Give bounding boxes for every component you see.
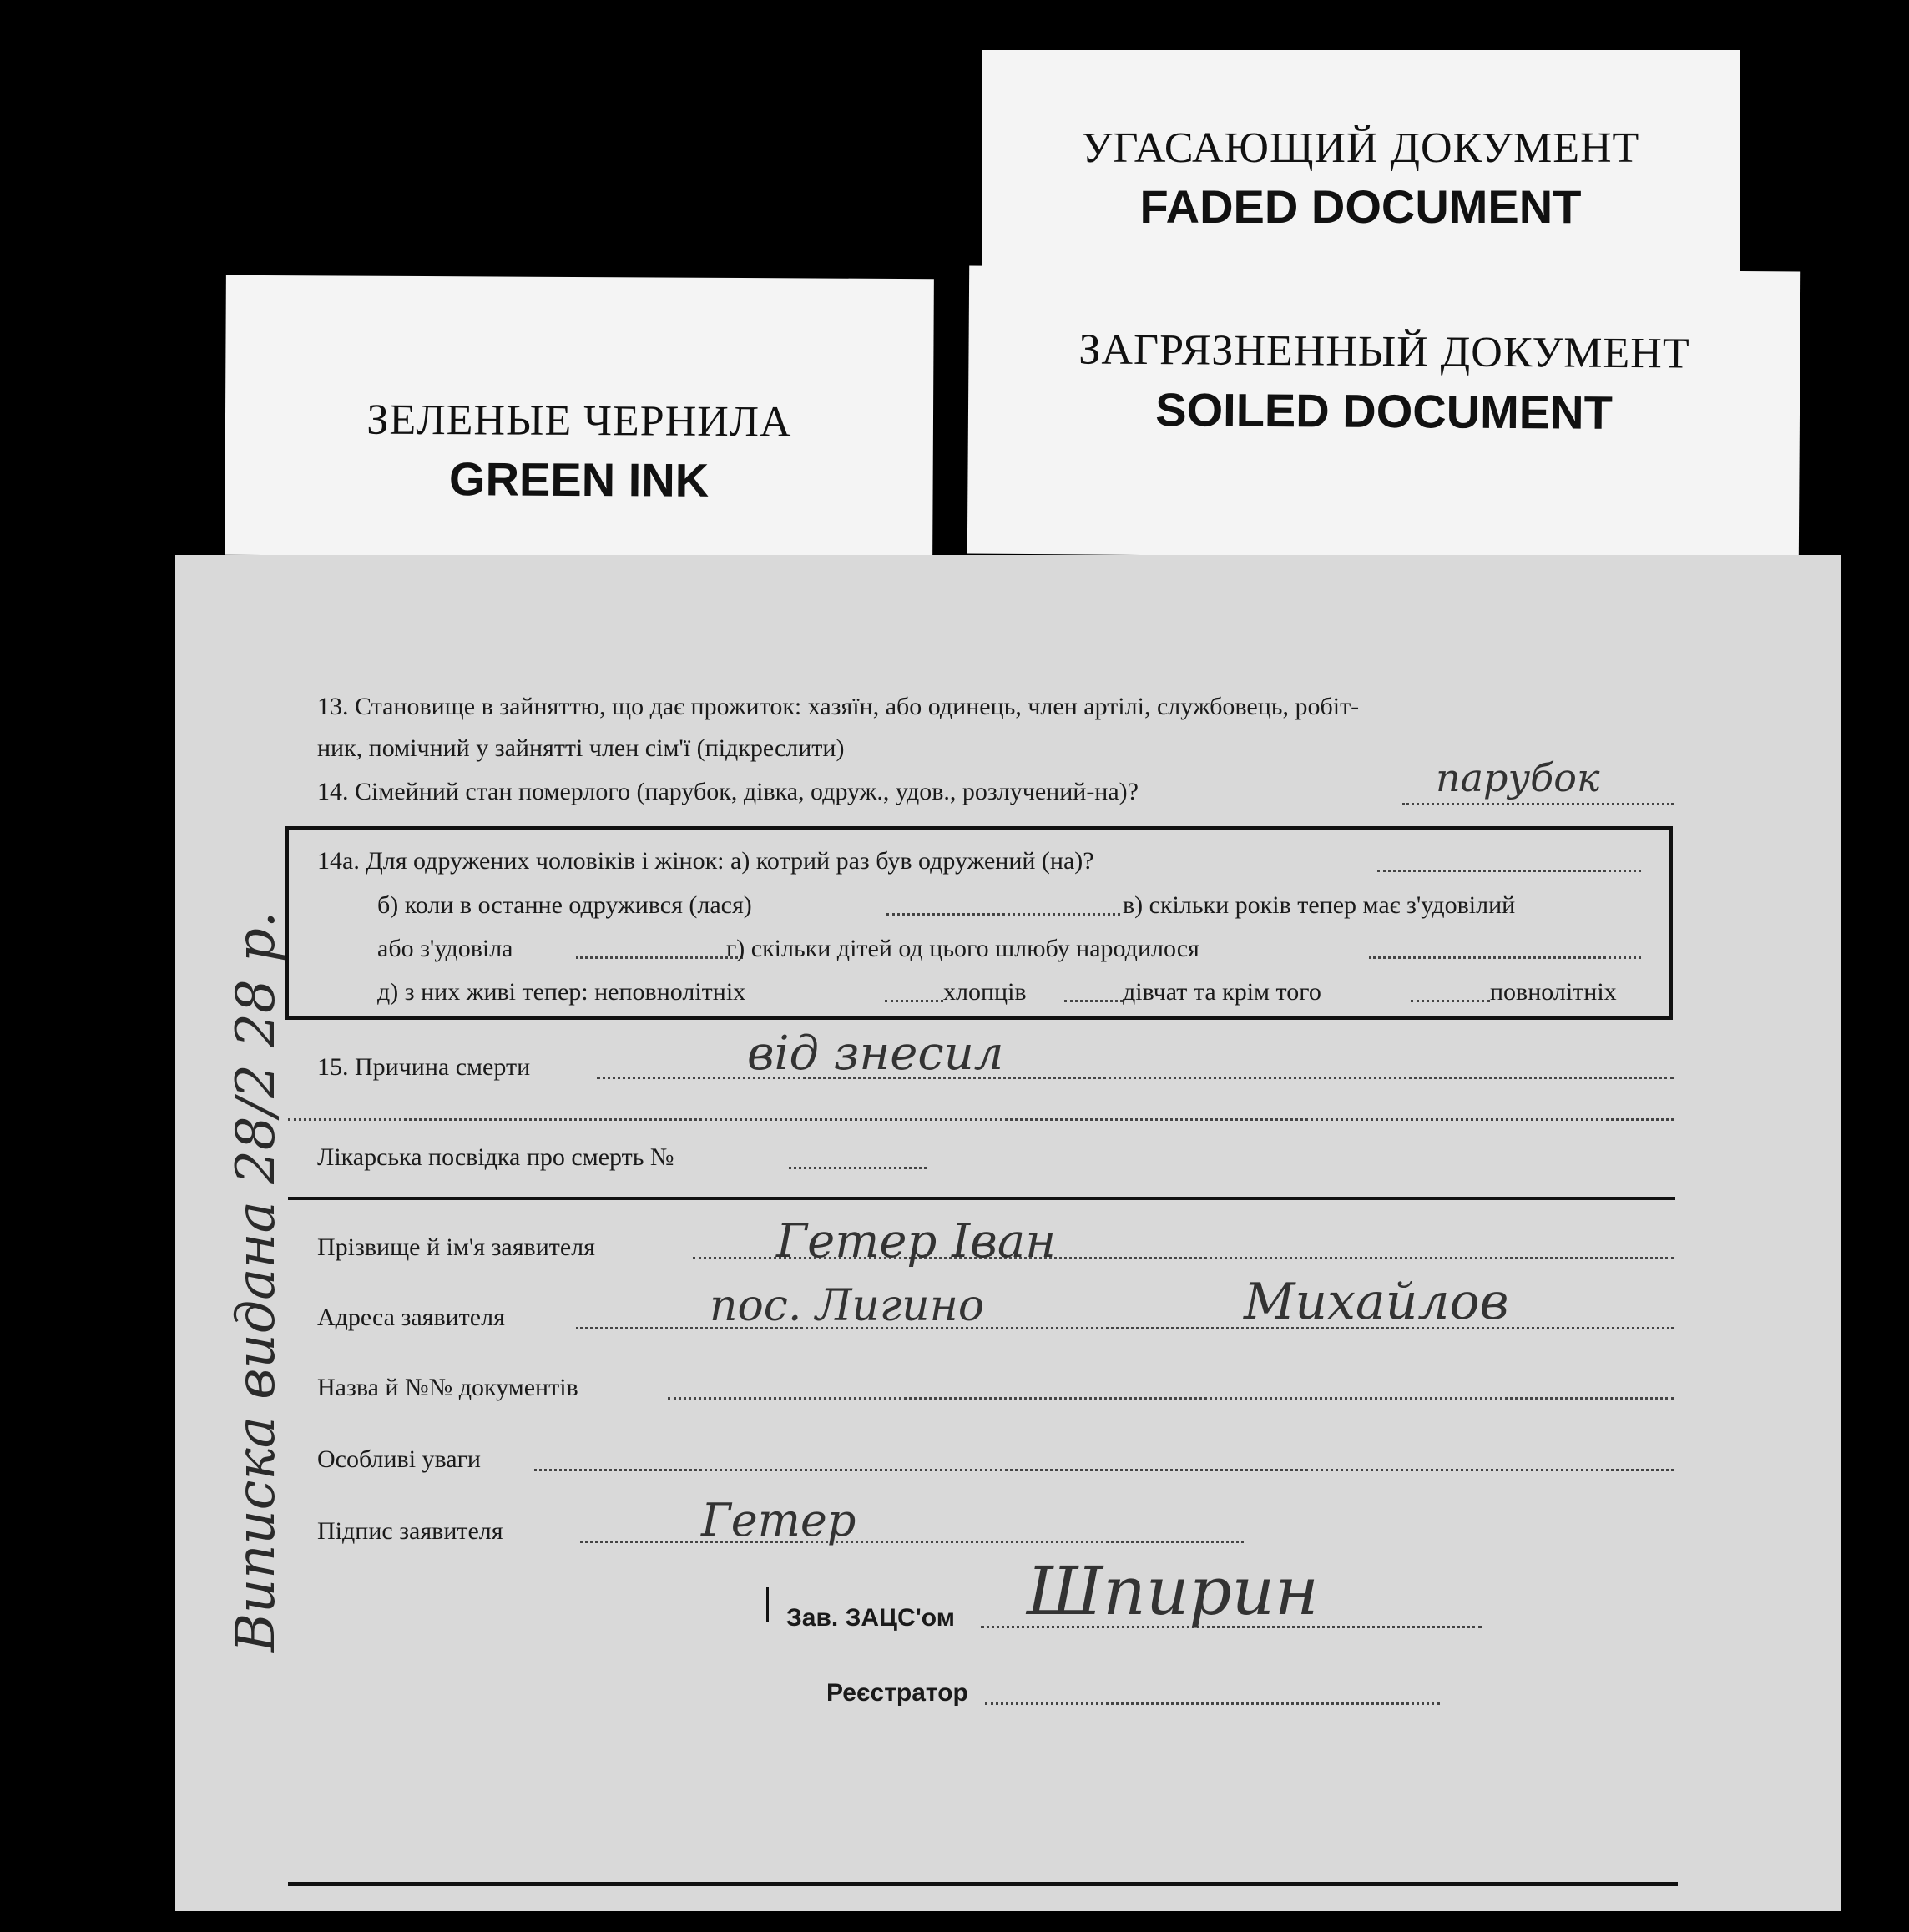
applicant-name-handwriting: Гетер Іван xyxy=(776,1214,1057,1269)
registrar-tick-mark xyxy=(766,1587,769,1622)
applicant-address-handwriting: пос. Лигино xyxy=(710,1281,985,1331)
item-14a-b: б) коли в останне одружився (лася) xyxy=(377,891,752,919)
item-14a-g: г) скільки дітей од цього шлюбу народилося xyxy=(726,935,1199,962)
item-14a-d: д) з них живі тепер: неповнолітніх xyxy=(377,978,746,1006)
item-14a-line-1: 14а. Для одружених чоловіків і жінок: а) котрий раз був одружений (на)? xyxy=(317,847,1094,875)
marital-status-handwriting: парубок xyxy=(1436,755,1600,800)
soiled-document-label xyxy=(967,266,1800,560)
item-15-extra-line xyxy=(288,1118,1674,1121)
item-13-line-1: 13. Становище в зайняттю, що дає прожиток: хазяїн, або одинець, член артілі, службовець, робіт- xyxy=(317,693,1360,720)
applicant-signature-field xyxy=(580,1541,1244,1543)
item-14a-d-field xyxy=(885,1000,943,1002)
applicant-address-handwriting-2: Михайлов xyxy=(1244,1273,1509,1331)
section-divider xyxy=(288,1197,1675,1200)
faded-document-label xyxy=(982,50,1740,275)
item-14a-b-field xyxy=(886,913,1120,916)
cause-of-death-handwriting: від знесил xyxy=(747,1027,1004,1081)
item-15-label: 15. Причина смерти xyxy=(317,1053,531,1081)
head-of-registry-label: Зав. ЗАЦС'ом xyxy=(786,1604,955,1632)
item-14a-boys-field xyxy=(1064,1000,1123,1002)
medical-certificate-label: Лікарська посвідка про смерть № xyxy=(317,1143,674,1171)
remarks-label: Особливі уваги xyxy=(317,1445,481,1473)
item-13-line-2: ник, помічний у зайнятті член сім'ї (підкреслити) xyxy=(317,734,845,762)
item-14a-girls-field xyxy=(1411,1000,1490,1002)
registrar-label: Реєстратор xyxy=(826,1679,968,1707)
item-14-line xyxy=(1402,803,1674,805)
applicant-name-label: Прізвище й ім'я заявителя xyxy=(317,1233,595,1261)
item-14a-adults: повнолітніх xyxy=(1490,978,1617,1006)
head-signature-handwriting: Шпирин xyxy=(1027,1552,1319,1630)
item-14a-v: в) скільки років тепер має з'удовілий xyxy=(1123,891,1516,919)
remarks-field xyxy=(534,1469,1674,1471)
applicant-address-label: Адреса заявителя xyxy=(317,1304,505,1331)
documents-label: Назва й №№ документів xyxy=(317,1374,578,1401)
faded-label-en: FADED DOCUMENT xyxy=(1139,180,1582,233)
soiled-label-en: SOILED DOCUMENT xyxy=(1155,383,1614,439)
registrar-field xyxy=(985,1702,1440,1705)
item-14a-g-field xyxy=(1369,956,1641,959)
documents-field xyxy=(668,1397,1674,1400)
item-14a-boys: хлопців xyxy=(943,978,1027,1006)
margin-note-handwriting: Виписка видана 28/2 28 р. xyxy=(225,911,287,1652)
medical-certificate-field xyxy=(789,1167,927,1169)
green-ink-label xyxy=(225,275,934,558)
item-14a-girls: дівчат та крім того xyxy=(1123,978,1321,1006)
item-14a-abo: або з'удовіла xyxy=(377,935,513,962)
item-14a-abo-field xyxy=(576,956,743,959)
soiled-label-ru: ЗАГРЯЗНЕННЫЙ ДОКУМЕНТ xyxy=(1078,325,1690,378)
applicant-signature-handwriting: Гетер xyxy=(701,1494,856,1546)
green-label-en: GREEN INK xyxy=(448,452,710,507)
applicant-signature-label: Підпис заявителя xyxy=(317,1517,503,1545)
green-label-ru: ЗЕЛЕНЫЕ ЧЕРНИЛА xyxy=(366,396,792,446)
item-14a-line-1-field xyxy=(1377,870,1641,872)
bottom-rule xyxy=(288,1882,1678,1886)
faded-label-ru: УГАСАЮЩИЙ ДОКУМЕНТ xyxy=(1081,124,1640,172)
item-14-label: 14. Сімейний стан померлого (парубок, дівка, одруж., удов., розлучений-на)? xyxy=(317,778,1139,805)
